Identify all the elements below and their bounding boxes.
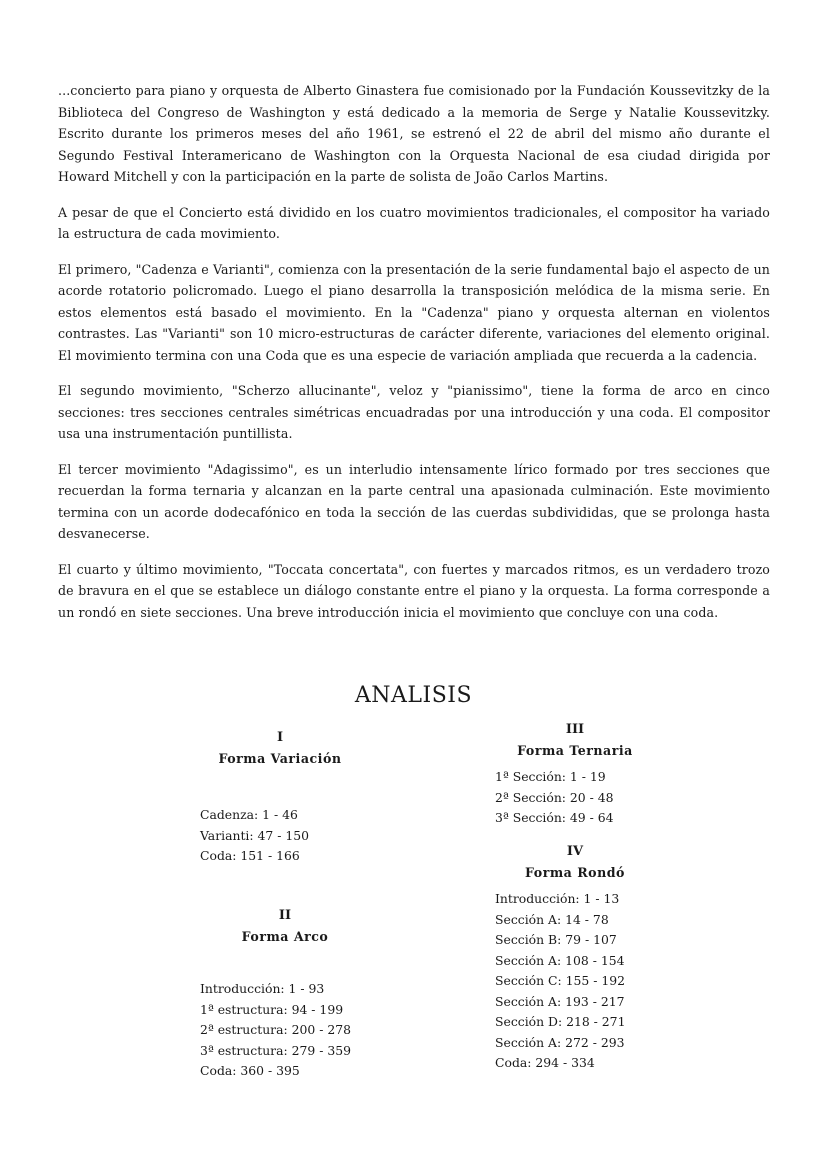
movement-3-analysis <box>495 720 655 829</box>
movement-form: Forma Ternaria <box>517 742 633 758</box>
analysis-heading: ANALISIS <box>354 683 473 708</box>
movement-number: IV <box>566 844 584 859</box>
section-item: Varianti: 47 - 150 <box>200 827 309 843</box>
section-list <box>495 767 655 829</box>
section-item: Cadenza: 1 - 46 <box>200 807 298 822</box>
section-item: 2ª Sección: 20 - 48 <box>495 789 614 805</box>
paragraph-movement-2: El segundo movimiento, "Scherzo allucinante", veloz y "pianissimo", tiene la forma de arco en cinco secciones: tres secciones centrales simétricas encuadradas por una introducción y una coda. El compositor usa una instrumentación puntillista. <box>58 383 770 441</box>
section-item: Sección C: 155 - 192 <box>495 973 625 988</box>
section-list <box>495 889 655 1074</box>
movement-2-analysis <box>200 906 370 1082</box>
section-list <box>200 805 360 867</box>
movement-number: I <box>276 730 284 745</box>
movement-form: Forma Variación <box>218 750 342 766</box>
section-item: Sección A: 272 - 293 <box>495 1034 625 1050</box>
movement-form: Forma Rondó <box>525 864 625 880</box>
paragraph-intro: ...concierto para piano y orquesta de Alberto Ginastera fue comisionado por la Fundación Koussevitzky de la Biblioteca del Congreso de Washington y está dedicado a la memoria de Serge y Natalie Koussevitzky. Escrito durante los primeros meses del año 1961, se estrenó el 22 de abril del mismo año durante el Segundo Festival Interamericano de Washington con la Orquesta Nacional de esa ciudad dirigida por Howard Mitchell y con la participación en la parte de solista de João Carlos Martins. <box>58 83 770 184</box>
section-item: Introducción: 1 - 13 <box>495 891 620 906</box>
paragraph-movement-4: El cuarto y último movimiento, "Toccata concertata", con fuertes y marcados ritmos, es un verdadero trozo de bravura en el que se establece un diálogo constante entre el piano y la orquesta. La forma corresponde a un rondó en siete secciones. Una breve introducción inicia el movimiento que concluye con una coda. <box>58 561 770 620</box>
paragraph-structure: A pesar de que el Concierto está dividido en los cuatro movimientos tradicionales, el compositor ha variado la estructura de cada movimiento. <box>58 204 770 241</box>
section-item: Sección A: 193 - 217 <box>495 993 625 1009</box>
section-item: Sección A: 14 - 78 <box>495 911 609 927</box>
section-item: Coda: 360 - 395 <box>200 1063 300 1078</box>
section-item: 2ª estructura: 200 - 278 <box>200 1022 351 1037</box>
section-item: Coda: 151 - 166 <box>200 848 300 863</box>
section-item: 3ª Sección: 49 - 64 <box>495 810 614 825</box>
movement-1-analysis <box>200 728 360 867</box>
movement-form: Forma Arco <box>241 928 329 944</box>
section-item: Sección D: 218 - 271 <box>495 1014 626 1029</box>
paragraph-movement-1: El primero, "Cadenza e Varianti", comienza con la presentación de la serie fundamental bajo el aspecto de un acorde rotatorio policromado. Luego el piano desarrolla la transposición melódica de la misma serie. En estos elementos está basado el movimiento. En la "Cadenza" piano y orquesta alternan en violentos contrastes. Las "Varianti" son 10 micro-estructuras de carácter diferente, variaciones del elemento original. El movimiento termina con una Coda que es una especie de variación ampliada que recuerda a la cadencia. <box>58 261 770 363</box>
movement-number: II <box>278 908 292 923</box>
section-item: 1ª estructura: 94 - 199 <box>200 1001 344 1017</box>
section-item: 3ª estructura: 279 - 359 <box>200 1042 351 1058</box>
section-item: 1ª Sección: 1 - 19 <box>495 769 606 784</box>
section-list <box>200 979 370 1082</box>
section-item: Sección B: 79 - 107 <box>495 932 617 947</box>
movement-number: III <box>565 722 585 737</box>
paragraph-movement-3: El tercer movimiento "Adagissimo", es un interludio intensamente lírico formado por tres secciones que recuerdan la forma ternaria y alcanzan en la parte central una apasionada culminación. Este movimiento termina con un acorde dodecafónico en toda la sección de las cuerdas subdivididas, que se prolonga hasta desvanecerse. <box>58 461 770 541</box>
section-item: Introducción: 1 - 93 <box>200 981 325 996</box>
prose-body <box>58 80 770 637</box>
movement-4-analysis <box>495 842 655 1074</box>
section-item: Sección A: 108 - 154 <box>495 952 625 968</box>
section-item: Coda: 294 - 334 <box>495 1055 595 1070</box>
